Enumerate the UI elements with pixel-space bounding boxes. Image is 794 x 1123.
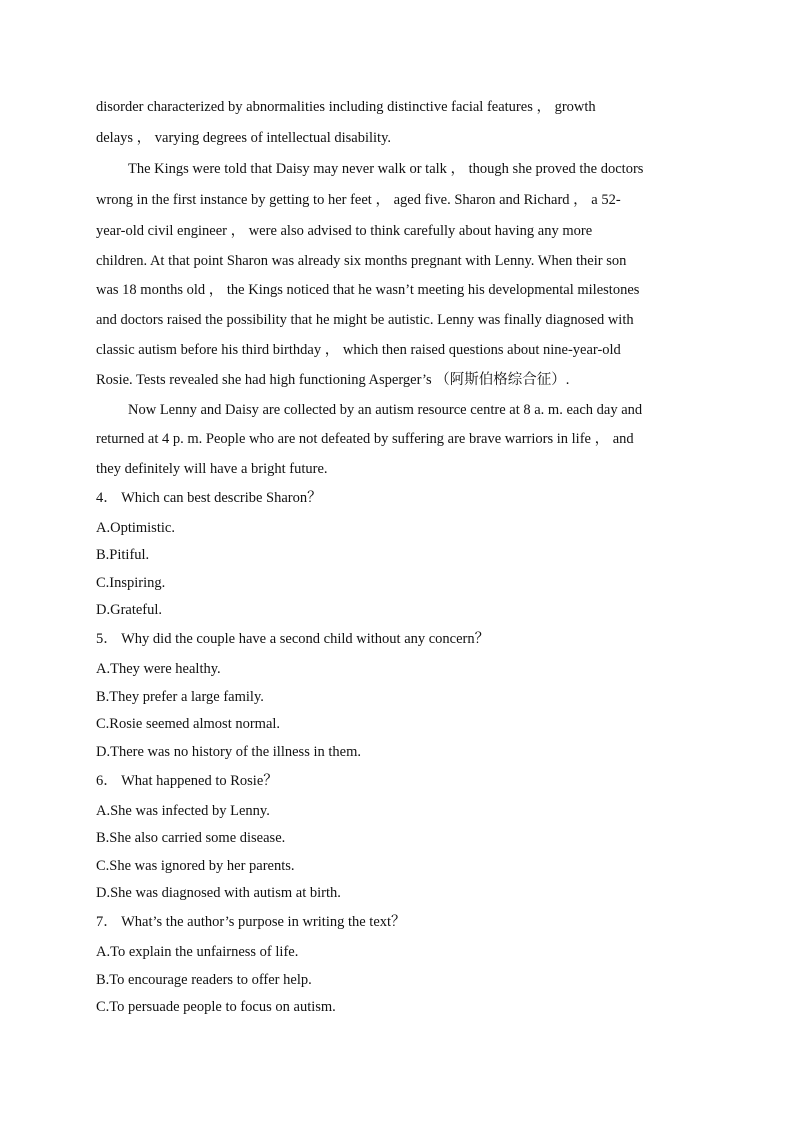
answer-option: B.Pitiful.: [96, 547, 150, 563]
answer-option: B.They prefer a large family.: [96, 689, 264, 705]
paragraph-line: Now Lenny and Daisy are collected by an autism resource centre at 8 a. m. each day and: [128, 402, 643, 418]
paragraph-line: year-old civil engineer ， were also advised to think carefully about having any more: [96, 223, 593, 239]
answer-option: A.She was infected by Lenny.: [96, 803, 270, 819]
question-stem: 4． Which can best describe Sharon？: [96, 490, 322, 506]
answer-option: C.To persuade people to focus on autism.: [96, 999, 336, 1015]
paragraph-line: disorder characterized by abnormalities including distinctive facial features ， growth: [96, 99, 596, 115]
answer-option: A.They were healthy.: [96, 661, 221, 677]
answer-option: D.There was no history of the illness in them.: [96, 744, 361, 760]
question-stem: 7． What’s the author’s purpose in writing the text？: [96, 914, 406, 930]
answer-option: C.Rosie seemed almost normal.: [96, 716, 281, 732]
paragraph-line: and doctors raised the possibility that he might be autistic. Lenny was finally diagnosed with: [96, 312, 634, 328]
answer-option: A.Optimistic.: [96, 520, 175, 536]
paragraph-line: delays ， varying degrees of intellectual disability.: [96, 130, 392, 146]
question-stem: 6． What happened to Rosie？: [96, 773, 278, 789]
answer-option: B.To encourage readers to offer help.: [96, 972, 312, 988]
paragraph-line: they definitely will have a bright future.: [96, 461, 328, 477]
answer-option: C.She was ignored by her parents.: [96, 858, 295, 874]
paragraph-line: children. At that point Sharon was already six months pregnant with Lenny. When their son: [96, 253, 627, 269]
paragraph-line: was 18 months old ， the Kings noticed that he wasn’t meeting his developmental milestones: [96, 282, 640, 298]
answer-option: B.She also carried some disease.: [96, 830, 286, 846]
paragraph-line: classic autism before his third birthday ， which then raised questions about nine-year-old: [96, 342, 621, 358]
paragraph-line: Rosie. Tests revealed she had high functioning Asperger’s （阿斯伯格综合征）.: [96, 372, 570, 388]
answer-option: D.Grateful.: [96, 602, 163, 618]
paragraph-line: The Kings were told that Daisy may never walk or talk ， though she proved the doctors: [128, 161, 644, 177]
paragraph-line: wrong in the first instance by getting to her feet ， aged five. Sharon and Richard ， a 52-: [96, 192, 621, 208]
answer-option: C.Inspiring.: [96, 575, 166, 591]
question-stem: 5． Why did the couple have a second child without any concern？: [96, 631, 490, 647]
answer-option: D.She was diagnosed with autism at birth.: [96, 885, 341, 901]
paragraph-line: returned at 4 p. m. People who are not defeated by suffering are brave warriors in life ， and: [96, 431, 634, 447]
answer-option: A.To explain the unfairness of life.: [96, 944, 299, 960]
